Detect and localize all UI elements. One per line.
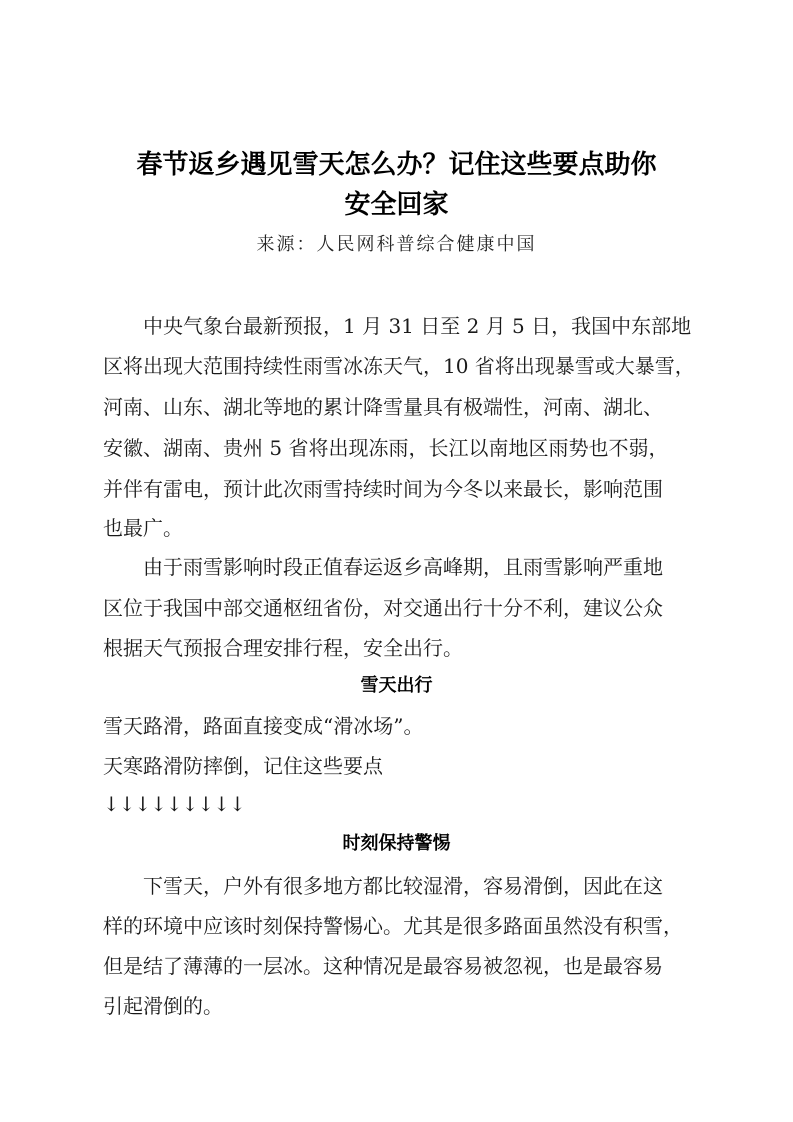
down-arrows: ↓↓↓↓↓↓↓↓↓ (103, 792, 245, 816)
section-heading-stay-alert: 时刻保持警惕 (342, 833, 451, 854)
paragraph-line: 并伴有雷电，预计此次雨雪持续时间为今冬以来最长，影响范围 (103, 477, 663, 501)
paragraph-line: 安徽、湖南、贵州 5 省将出现冻雨，长江以南地区雨势也不弱， (103, 436, 669, 460)
paragraph-line: 也最广。 (103, 516, 183, 540)
paragraph-line: 区位于我国中部交通枢纽省份，对交通出行十分不利，建议公众 (103, 596, 663, 620)
article-title-line-2: 安全回家 (344, 190, 449, 220)
paragraph-line: 河南、山东、湖北等地的累计降雪量具有极端性，河南、湖北、 (103, 395, 663, 419)
snow-travel-line-2: 天寒路滑防摔倒，记住这些要点 (103, 754, 383, 778)
article-title-line-1: 春节返乡遇见雪天怎么办？记住这些要点助你 (136, 150, 657, 180)
paragraph-line: 下雪天，户外有很多地方都比较湿滑，容易滑倒，因此在这 (143, 874, 663, 898)
paragraph-line: 但是结了薄薄的一层冰。这种情况是最容易被忽视，也是最容易 (103, 954, 663, 978)
paragraph-line: 根据天气预报合理安排行程，安全出行。 (103, 636, 463, 660)
paragraph-line: 中央气象台最新预报，1 月 31 日至 2 月 5 日，我国中东部地 (143, 314, 692, 338)
snow-travel-line-1: 雪天路滑，路面直接变成“滑冰场”。 (103, 714, 424, 738)
section-heading-snow-travel: 雪天出行 (360, 675, 433, 696)
article-source: 来源：人民网科普综合健康中国 (256, 234, 537, 255)
paragraph-line: 由于雨雪影响时段正值春运返乡高峰期，且雨雪影响严重地 (143, 555, 663, 579)
paragraph-line: 区将出现大范围持续性雨雪冰冻天气，10 省将出现暴雪或大暴雪， (103, 354, 695, 378)
paragraph-line: 样的环境中应该时刻保持警惕心。尤其是很多路面虽然没有积雪， (103, 914, 683, 938)
paragraph-line: 引起滑倒的。 (103, 994, 223, 1018)
